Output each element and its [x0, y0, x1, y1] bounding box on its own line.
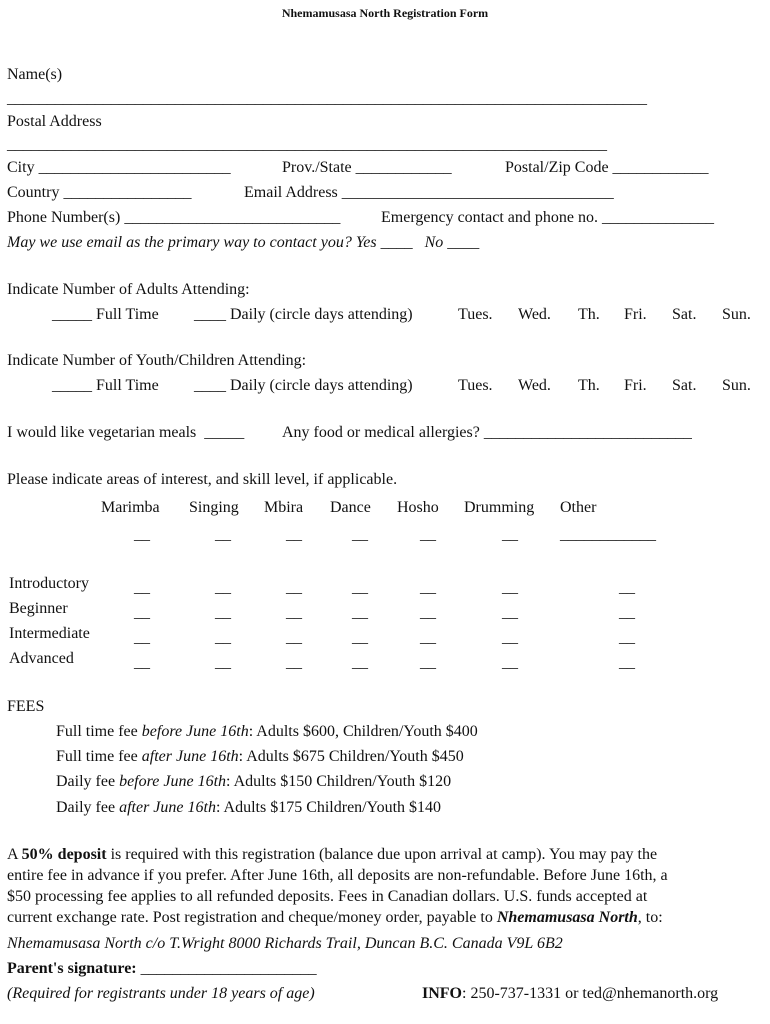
- level-intermediate: Intermediate: [9, 625, 90, 642]
- adults-day-th[interactable]: Th.: [578, 306, 600, 323]
- deposit-line-3: $50 processing fee applies to all refunded deposits. Fees in Canadian dollars. U.S. funds accepted at: [7, 888, 648, 905]
- column-other: Other: [560, 499, 597, 516]
- name-label: Name(s): [7, 66, 63, 83]
- signature-note: (Required for registrants under 18 years of age): [7, 985, 315, 1002]
- email-field[interactable]: Email Address __________________________________: [244, 184, 614, 201]
- level-blank[interactable]: __: [502, 579, 518, 596]
- column-singing: Singing: [189, 499, 239, 516]
- level-blank[interactable]: __: [352, 579, 368, 596]
- level-blank[interactable]: __: [215, 654, 231, 671]
- level-blank[interactable]: __: [215, 579, 231, 596]
- signature-label: Parent's signature:: [7, 960, 137, 977]
- level-blank[interactable]: __: [286, 579, 302, 596]
- fee-line: Full time fee before June 16th: Adults $600, Children/Youth $400: [56, 723, 478, 740]
- interest-blank-drumming[interactable]: __: [502, 526, 518, 543]
- youth-day-wed[interactable]: Wed.: [518, 377, 551, 394]
- youth-day-fri[interactable]: Fri.: [624, 377, 647, 394]
- interest-blank-other[interactable]: ____________: [560, 526, 656, 543]
- level-blank[interactable]: __: [502, 604, 518, 621]
- deposit-line-4: current exchange rate. Post registration and cheque/money order, payable to Nhemamusasa North, to:: [7, 909, 663, 926]
- mailing-address: Nhemamusasa North c/o T.Wright 8000 Richards Trail, Duncan B.C. Canada V9L 6B2: [7, 935, 563, 952]
- column-dance: Dance: [330, 499, 371, 516]
- adults-daily-field[interactable]: ____ Daily (circle days attending): [194, 306, 413, 323]
- level-blank[interactable]: __: [420, 629, 436, 646]
- emergency-contact-field[interactable]: Emergency contact and phone no. ______________: [381, 209, 714, 226]
- level-introductory: Introductory: [9, 575, 89, 592]
- youth-daily-field[interactable]: ____ Daily (circle days attending): [194, 377, 413, 394]
- level-advanced: Advanced: [9, 650, 74, 667]
- adults-day-wed[interactable]: Wed.: [518, 306, 551, 323]
- youth-heading: Indicate Number of Youth/Children Attending:: [7, 352, 307, 369]
- phone-field[interactable]: Phone Number(s) ___________________________: [7, 209, 341, 226]
- deposit-line-2: entire fee in advance if you prefer. After June 16th, all deposits are non-refundable. Before June 16th, a: [7, 867, 668, 884]
- youth-day-sat[interactable]: Sat.: [672, 377, 697, 394]
- level-blank[interactable]: __: [420, 604, 436, 621]
- prov-state-field[interactable]: Prov./State ____________: [282, 159, 452, 176]
- level-blank[interactable]: __: [420, 579, 436, 596]
- city-field[interactable]: City ________________________: [7, 159, 231, 176]
- youth-day-sun[interactable]: Sun.: [722, 377, 751, 394]
- level-blank[interactable]: __: [352, 604, 368, 621]
- level-blank[interactable]: __: [286, 654, 302, 671]
- column-drumming: Drumming: [464, 499, 535, 516]
- youth-day-tues[interactable]: Tues.: [458, 377, 493, 394]
- interest-blank-marimba[interactable]: __: [134, 526, 150, 543]
- column-mbira: Mbira: [264, 499, 304, 516]
- level-blank[interactable]: __: [215, 604, 231, 621]
- level-blank[interactable]: __: [134, 579, 150, 596]
- level-beginner: Beginner: [9, 600, 68, 617]
- postal-zip-field[interactable]: Postal/Zip Code ____________: [505, 159, 709, 176]
- fees-heading: FEES: [7, 698, 45, 715]
- level-blank[interactable]: __: [134, 629, 150, 646]
- adults-day-fri[interactable]: Fri.: [624, 306, 647, 323]
- column-marimba: Marimba: [101, 499, 160, 516]
- interest-blank-singing[interactable]: __: [215, 526, 231, 543]
- interests-heading: Please indicate areas of interest, and skill level, if applicable.: [7, 471, 398, 488]
- page-title: Nhemamusasa North Registration Form: [281, 6, 489, 20]
- vegetarian-field[interactable]: I would like vegetarian meals _____: [7, 424, 245, 441]
- adults-day-sat[interactable]: Sat.: [672, 306, 697, 323]
- deposit-line-1: A 50% deposit is required with this registration (balance due upon arrival at camp). You may pay the: [7, 846, 658, 863]
- adults-day-sun[interactable]: Sun.: [722, 306, 751, 323]
- level-blank[interactable]: __: [420, 654, 436, 671]
- level-blank[interactable]: __: [619, 654, 635, 671]
- level-blank[interactable]: __: [215, 629, 231, 646]
- level-blank[interactable]: __: [502, 629, 518, 646]
- youth-full-time-field[interactable]: _____ Full Time: [52, 377, 159, 394]
- level-blank[interactable]: __: [134, 604, 150, 621]
- email-preference-question[interactable]: May we use email as the primary way to contact you? Yes ____ No ____: [7, 234, 480, 251]
- interest-blank-hosho[interactable]: __: [420, 526, 436, 543]
- level-blank[interactable]: __: [619, 579, 635, 596]
- signature-field[interactable]: ______________________: [140, 960, 317, 977]
- level-blank[interactable]: __: [286, 604, 302, 621]
- youth-day-th[interactable]: Th.: [578, 377, 600, 394]
- level-blank[interactable]: __: [286, 629, 302, 646]
- interest-blank-mbira[interactable]: __: [286, 526, 302, 543]
- fee-line: Daily fee before June 16th: Adults $150 Children/Youth $120: [56, 773, 452, 790]
- allergies-field[interactable]: Any food or medical allergies? __________________________: [282, 424, 692, 441]
- signature-row[interactable]: [7, 961, 317, 977]
- column-hosho: Hosho: [397, 499, 439, 516]
- fee-line: Full time fee after June 16th: Adults $675 Children/Youth $450: [56, 748, 464, 765]
- level-blank[interactable]: __: [502, 654, 518, 671]
- country-field[interactable]: Country ________________: [7, 184, 192, 201]
- interest-blank-dance[interactable]: __: [352, 526, 368, 543]
- level-blank[interactable]: __: [352, 629, 368, 646]
- adults-heading: Indicate Number of Adults Attending:: [7, 281, 250, 298]
- name-field[interactable]: ________________________________________________________________________________: [7, 90, 647, 107]
- postal-address-field[interactable]: ___________________________________________________________________________: [7, 136, 607, 153]
- adults-full-time-field[interactable]: _____ Full Time: [52, 306, 159, 323]
- info-line: INFO: 250-737-1331 or ted@nhemanorth.org: [422, 985, 719, 1002]
- level-blank[interactable]: __: [619, 604, 635, 621]
- adults-day-tues[interactable]: Tues.: [458, 306, 493, 323]
- fee-line: Daily fee after June 16th: Adults $175 Children/Youth $140: [56, 799, 442, 816]
- level-blank[interactable]: __: [134, 654, 150, 671]
- postal-address-label: Postal Address: [7, 113, 102, 130]
- level-blank[interactable]: __: [619, 629, 635, 646]
- level-blank[interactable]: __: [352, 654, 368, 671]
